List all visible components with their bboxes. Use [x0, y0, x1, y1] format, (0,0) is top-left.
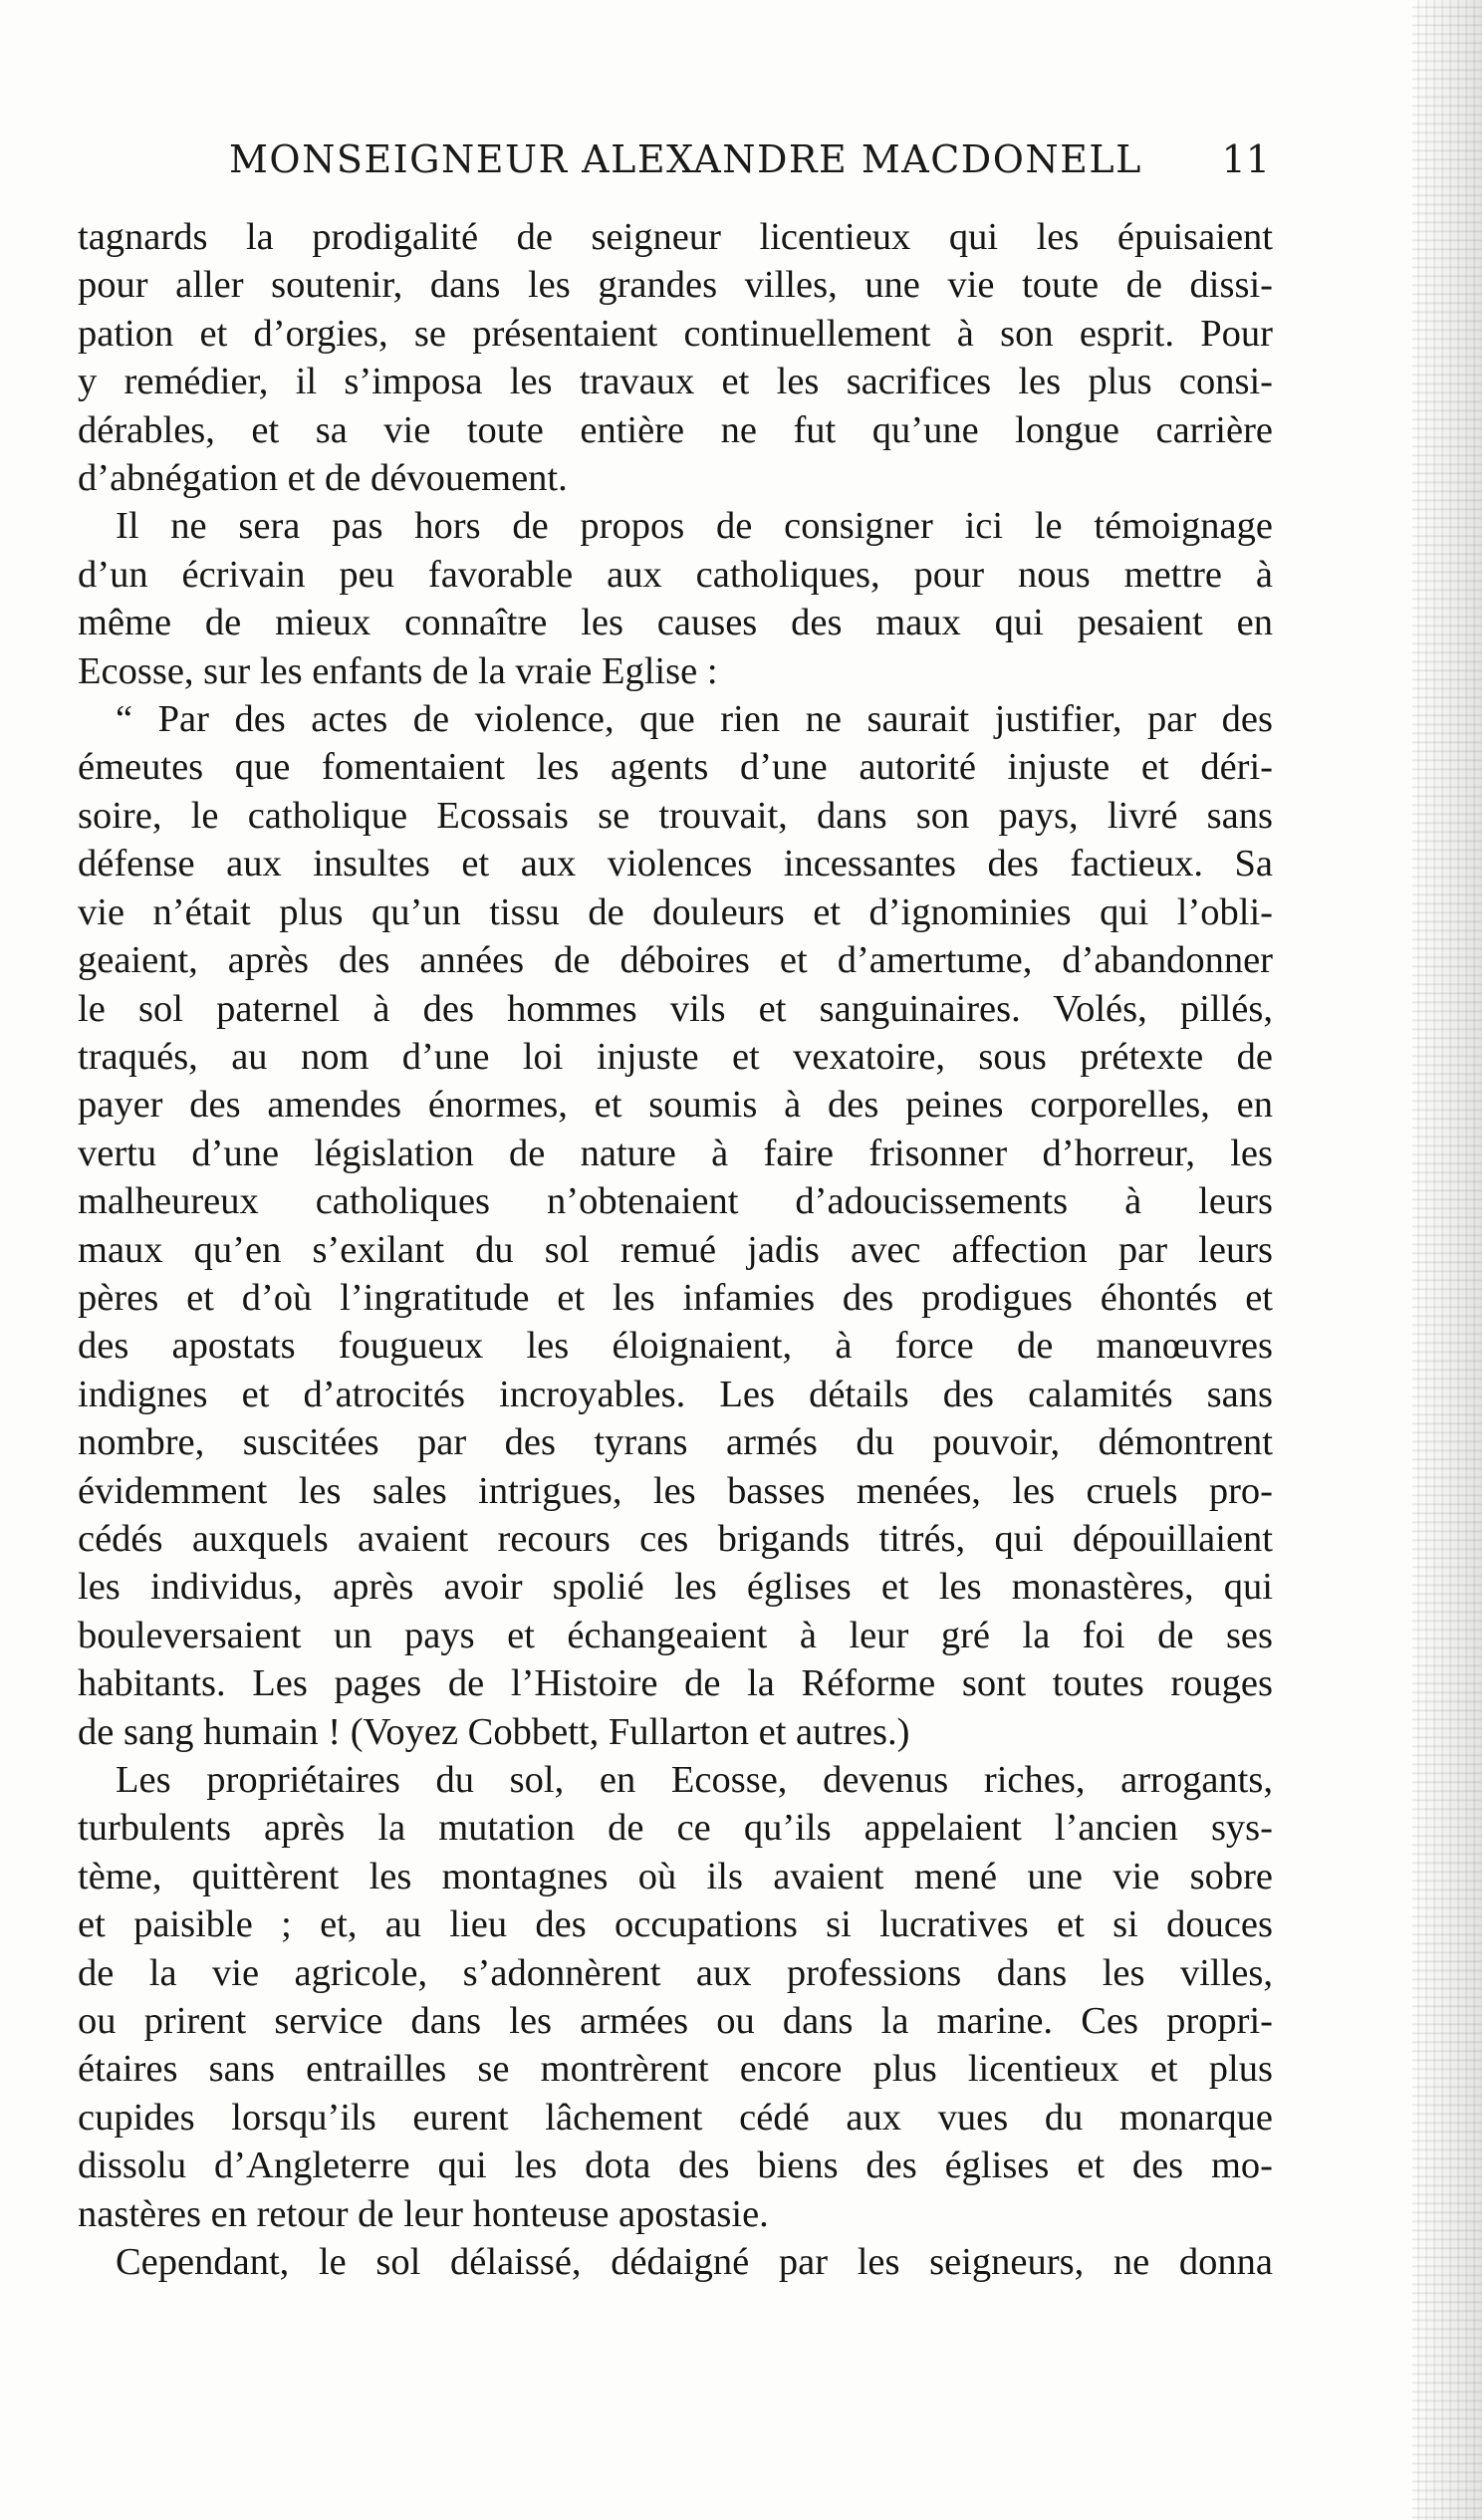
paragraph: [78, 695, 1273, 1756]
paragraph: [78, 2238, 1273, 2286]
body-text: [78, 213, 1273, 2286]
text-line: bouleversaient un pays et échangeaient à leur gré la foi de ses: [78, 1614, 1273, 1656]
text-line: habitants. Les pages de l’Histoire de la Réforme sont toutes rouges: [78, 1662, 1273, 1705]
text-line: d’abnégation et de dévouement.: [78, 457, 568, 500]
text-line: “ Par des actes de violence, que rien ne saurait justifier, par des: [116, 698, 1273, 741]
page-number: 11: [1221, 137, 1270, 181]
text-line: le sol paternel à des hommes vils et sanguinaires. Volés, pillés,: [78, 987, 1273, 1030]
text-line: indignes et d’atrocités incroyables. Les détails des calamités sans: [78, 1373, 1273, 1415]
text-line: Il ne sera pas hors de propos de consigner ici le témoignage: [116, 505, 1273, 548]
page-header: [80, 137, 1270, 197]
text-line: vertu d’une législation de nature à faire frisonner d’horreur, les: [78, 1132, 1273, 1174]
text-line: ou prirent service dans les armées ou dans la marine. Ces propri-: [78, 2000, 1273, 2043]
text-line: des apostats fougueux les éloignaient, à force de manœuvres: [78, 1325, 1273, 1368]
text-line: défense aux insultes et aux violences incessantes des factieux. Sa: [78, 843, 1273, 885]
text-line: tème, quittèrent les montagnes où ils avaient mené une vie sobre: [78, 1855, 1273, 1897]
text-line: émeutes que fomentaient les agents d’une autorité injuste et déri-: [78, 746, 1273, 789]
text-line: dissolu d’Angleterre qui les dota des biens des églises et des mo-: [78, 2144, 1273, 2187]
running-title: MONSEIGNEUR ALEXANDRE MACDONELL: [229, 137, 1142, 181]
text-line: de sang humain ! (Voyez Cobbett, Fullarton et autres.): [78, 1710, 910, 1753]
text-line: payer des amendes énormes, et soumis à des peines corporelles, en: [78, 1084, 1273, 1127]
text-line: pation et d’orgies, se présentaient continuellement à son esprit. Pour: [78, 312, 1273, 355]
text-line: y remédier, il s’imposa les travaux et les sacrifices les plus consi-: [78, 361, 1273, 403]
text-line: traqués, au nom d’une loi injuste et vexatoire, sous prétexte de: [78, 1035, 1273, 1078]
text-line: nombre, suscitées par des tyrans armés du pouvoir, démontrent: [78, 1421, 1273, 1464]
text-line: geaient, après des années de déboires et d’amertume, d’abandonner: [78, 939, 1273, 982]
paragraph: [78, 1756, 1273, 2238]
text-line: turbulents après la mutation de ce qu’ils appelaient l’ancien sys-: [78, 1807, 1273, 1850]
text-line: évidemment les sales intrigues, les basses menées, les cruels pro-: [78, 1469, 1273, 1512]
text-line: pour aller soutenir, dans les grandes villes, une vie toute de dissi-: [78, 264, 1273, 307]
text-line: cédés auxquels avaient recours ces brigands titrés, qui dépouillaient: [78, 1517, 1273, 1560]
text-line: cupides lorsqu’ils eurent lâchement cédé aux vues du monarque: [78, 2096, 1273, 2139]
text-line: Cependant, le sol délaissé, dédaigné par les seigneurs, ne donna: [116, 2241, 1273, 2284]
text-line: dérables, et sa vie toute entière ne fut qu’une longue carrière: [78, 408, 1273, 451]
text-line: Ecosse, sur les enfants de la vraie Eglise :: [78, 649, 718, 692]
scanned-page-edge: [1412, 0, 1482, 2520]
text-line: vie n’était plus qu’un tissu de douleurs et d’ignominies qui l’obli-: [78, 890, 1273, 933]
text-line: les individus, après avoir spolié les églises et les monastères, qui: [78, 1566, 1273, 1609]
text-line: nastères en retour de leur honteuse apostasie.: [78, 2192, 769, 2235]
text-line: maux qu’en s’exilant du sol remué jadis avec affection par leurs: [78, 1228, 1273, 1271]
text-line: de la vie agricole, s’adonnèrent aux professions dans les villes,: [78, 1951, 1273, 1994]
text-line: tagnards la prodigalité de seigneur licentieux qui les épuisaient: [78, 216, 1273, 258]
text-line: malheureux catholiques n’obtenaient d’adoucissements à leurs: [78, 1180, 1273, 1223]
text-line: Les propriétaires du sol, en Ecosse, devenus riches, arrogants,: [116, 1759, 1273, 1801]
text-line: et paisible ; et, au lieu des occupations si lucratives et si douces: [78, 1903, 1273, 1946]
text-line: même de mieux connaître les causes des maux qui pesaient en: [78, 602, 1273, 644]
text-line: étaires sans entrailles se montrèrent encore plus licentieux et plus: [78, 2048, 1273, 2091]
paragraph: [78, 213, 1273, 502]
paragraph: [78, 502, 1273, 695]
text-line: d’un écrivain peu favorable aux catholiques, pour nous mettre à: [78, 553, 1273, 596]
text-line: pères et d’où l’ingratitude et les infamies des prodigues éhontés et: [78, 1276, 1273, 1319]
text-line: soire, le catholique Ecossais se trouvait, dans son pays, livré sans: [78, 794, 1273, 837]
